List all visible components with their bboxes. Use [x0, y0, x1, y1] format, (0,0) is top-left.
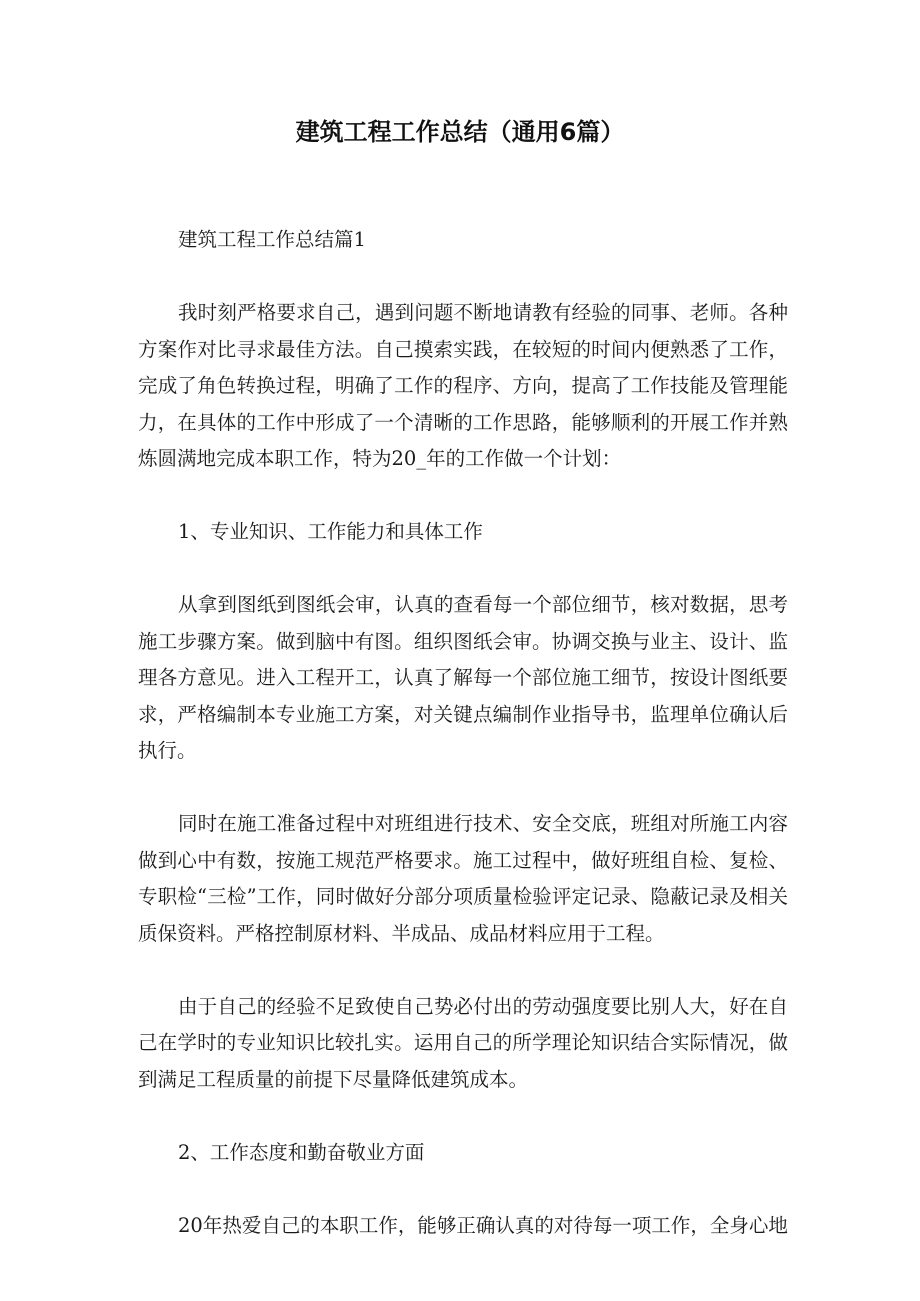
paragraph-attitude: 20年热爱自己的本职工作，能够正确认真的对待每一项工作，全身心地 — [178, 1213, 788, 1237]
section-title: 建筑工程工作总结篇1 — [178, 228, 366, 251]
paragraph-drawings: 从拿到图纸到图纸会审，认真的查看每一个部位细节，核对数据，思考施工步骤方案。做到脑中有图。组织图纸会审。协调交换与业主、设计、监理各方意见。进入工程开工，认真了解每一个部位施工细节，按设计图纸要求，严格编制本专业施工方案，对关键点编制作业指导书，监理单位确认后执行。 — [138, 593, 788, 762]
heading-professional-knowledge: 1、专业知识、工作能力和具体工作 — [178, 520, 483, 543]
paragraph-construction-prep: 同时在施工准备过程中对班组进行技术、安全交底，班组对所施工内容做到心中有数，按施工规范严格要求。施工过程中，做好班组自检、复检、专职检“三检”工作，同时做好分部分项质量检验评定记录、隐蔽记录及相关质保资料。严格控制原材料、半成品、成品材料应用于工程。 — [138, 812, 788, 945]
document-title: 建筑工程工作总结（通用6篇） — [295, 118, 625, 146]
heading-work-attitude: 2、工作态度和勤奋敬业方面 — [178, 1140, 425, 1164]
paragraph-intro: 我时刻严格要求自己，遇到问题不断地请教有经验的同事、老师。各种方案作对比寻求最佳方法。自己摸索实践，在较短的时间内便熟悉了工作，完成了角色转换过程，明确了工作的程序、方向，提高了工作技能及管理能力，在具体的工作中形成了一个清晰的工作思路，能够顺利的开展工作并熟炼圆满地完成本职工作，特为20_年的工作做一个计划： — [138, 301, 788, 470]
document-body — [138, 222, 788, 1281]
paragraph-experience: 由于自己的经验不足致使自己势必付出的劳动强度要比别人大，好在自己在学时的专业知识比较扎实。运用自己的所学理论知识结合实际情况，做到满足工程质量的前提下尽量降低建筑成本。 — [138, 994, 788, 1091]
